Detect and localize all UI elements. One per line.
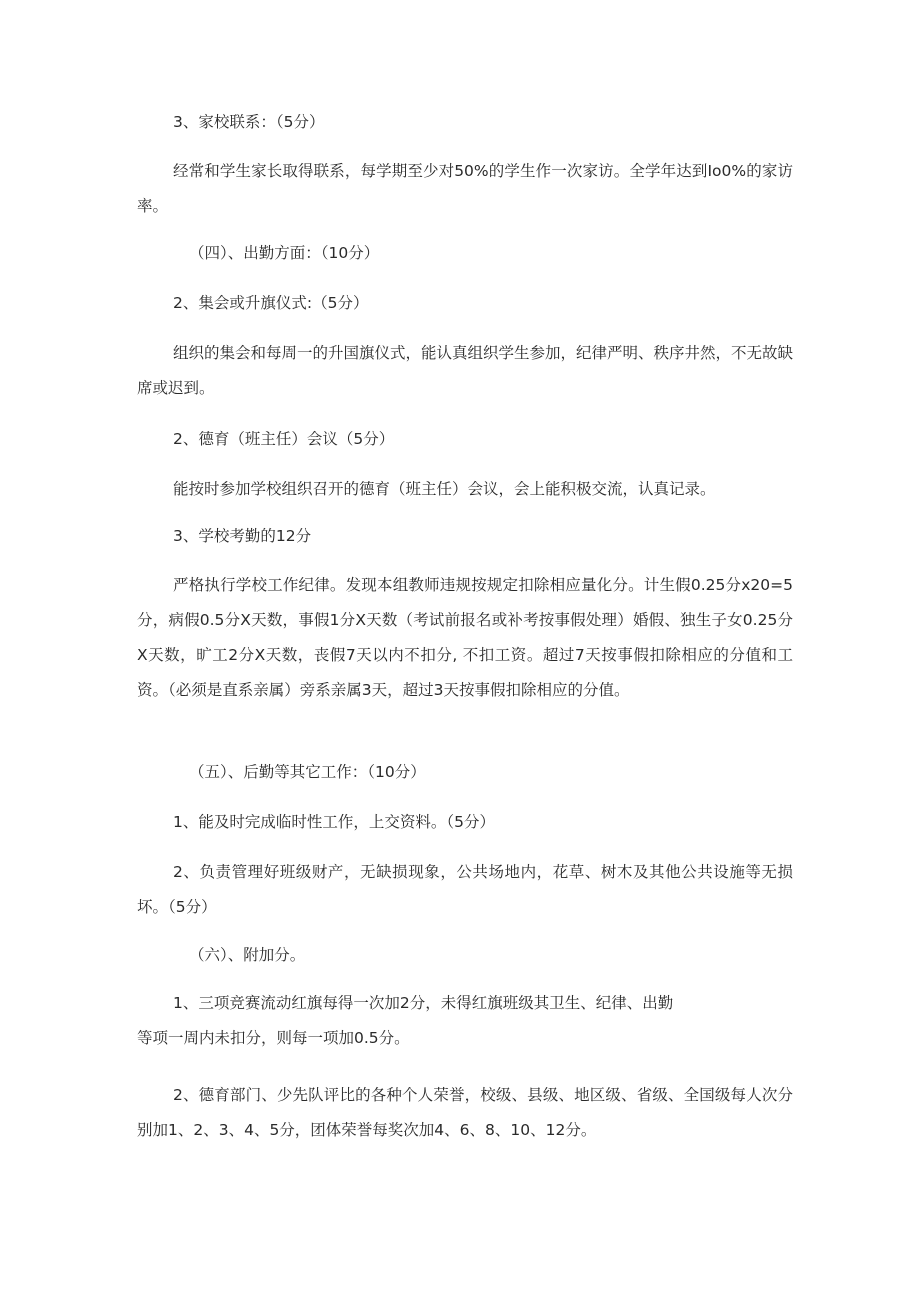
item-class-property: 2、负责管理好班级财产，无缺损现象，公共场地内，花草、树木及其他公共设施等无损坏。（5分） xyxy=(137,863,793,916)
heading-assembly-flag-ceremony: 2、集会或升旗仪式:（5分） xyxy=(173,294,369,312)
heading-logistics: （五）、后勤等其它工作：（10分） xyxy=(189,763,426,781)
heading-bonus-points: （六）、附加分。 xyxy=(189,946,306,964)
heading-school-attendance: 3、学校考勤的12分 xyxy=(173,527,312,545)
paragraph-home-visits: 经常和学生家长取得联系，每学期至少对50%的学生作一次家访。全学年达到Io0%的家访率。 xyxy=(137,162,793,215)
item-red-flag-line1: 1、三项竞赛流动红旗每得一次加2分，未得红旗班级其卫生、纪律、出勤 xyxy=(173,994,674,1012)
item-temporary-work: 1、能及时完成临时性工作，上交资料。（5分） xyxy=(173,813,495,831)
heading-home-school-contact: 3、家校联系：（5分） xyxy=(173,113,325,131)
heading-moral-education-meeting: 2、德育（班主任）会议（5分） xyxy=(173,430,395,448)
item-honors: 2、德育部门、少先队评比的各种个人荣誉，校级、县级、地区级、省级、全国级每人次分别加1、2、3、4、5分，团体荣誉每奖次加4、6、8、10、12分。 xyxy=(137,1086,793,1139)
heading-attendance: （四）、出勤方面：（10分） xyxy=(189,244,380,262)
paragraph-meeting: 能按时参加学校组织召开的德育（班主任）会议，会上能积极交流，认真记录。 xyxy=(173,480,716,498)
item-red-flag-line2: 等项一周内未扣分，则每一项加0.5分。 xyxy=(137,1029,410,1047)
paragraph-assembly: 组织的集会和每周一的升国旗仪式，能认真组织学生参加，纪律严明、秩序井然，不无故缺席或迟到。 xyxy=(137,344,794,397)
paragraph-attendance-rules: 严格执行学校工作纪律。发现本组教师违规按规定扣除相应量化分。计生假0.25分x20=5分，病假0.5分X天数，事假1分X天数（考试前报名或补考按事假处理）婚假、独生子女0.25分X天数，旷工2分X天数，丧假7天以内不扣分, 不扣工资。超过7天按事假扣除相应的分值和工资。（必须是直系亲属）旁系亲属3天，超过3天按事假扣除相应的分值。 xyxy=(137,576,793,699)
